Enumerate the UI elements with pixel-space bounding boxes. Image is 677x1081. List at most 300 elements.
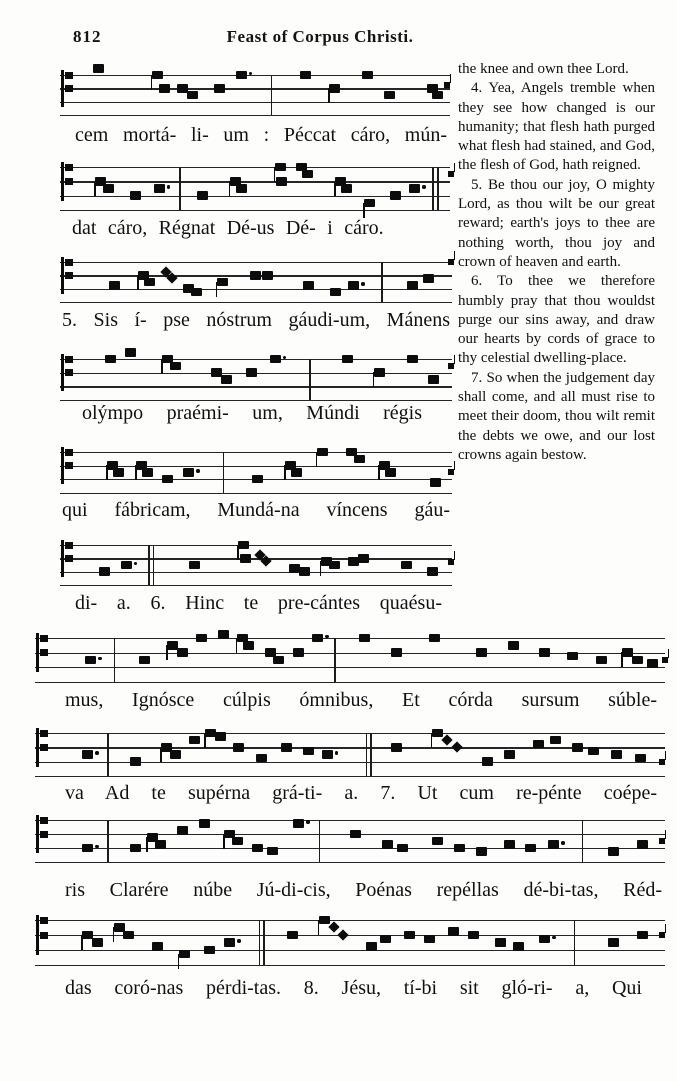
square-note — [103, 184, 114, 193]
note-stem — [151, 75, 153, 90]
diamond-note — [442, 734, 453, 745]
c-clef-icon — [65, 369, 73, 376]
square-note — [139, 656, 150, 665]
square-note — [179, 950, 190, 959]
square-note — [476, 847, 487, 856]
square-note — [358, 554, 369, 563]
square-note — [374, 368, 385, 377]
music-staff — [60, 531, 452, 599]
square-note — [482, 757, 493, 766]
square-note — [539, 935, 550, 944]
square-note — [162, 475, 173, 484]
translation-paragraph: 7. So when the judgement day shall come, and all must rise to meet their doom, thou wilt remit the debts we owe, and our lost crowns again bestow. — [458, 369, 655, 463]
square-note — [177, 826, 188, 835]
c-clef-icon — [40, 831, 48, 838]
double-bar-line — [263, 920, 265, 965]
diamond-note — [451, 741, 462, 752]
bar-line — [179, 167, 181, 210]
staff-line — [60, 400, 452, 401]
c-clef-icon — [61, 447, 64, 484]
square-note — [342, 355, 353, 364]
square-note — [428, 375, 439, 384]
translation-paragraph: 4. Yea, Angels tremble when they see how changed is our humanity; that flesh hath purged what flesh had stained, and God, the flesh of God, hath reigned. — [458, 80, 655, 174]
square-note — [608, 938, 619, 947]
square-note — [85, 656, 96, 665]
square-note — [380, 935, 391, 944]
chant-lyric-line: ris Clarére núbe Jú-di-cis, Poénas repéllas dé-bi-tas, Réd- — [65, 879, 662, 901]
square-note — [142, 468, 153, 477]
square-note — [273, 656, 284, 665]
square-note — [432, 91, 443, 100]
square-note — [218, 630, 229, 639]
square-note — [232, 837, 243, 846]
c-clef-icon — [65, 555, 73, 562]
staff-line — [35, 776, 665, 777]
c-clef-icon — [61, 257, 64, 294]
translation-column — [458, 60, 655, 465]
square-note — [238, 541, 249, 550]
staff-line — [35, 920, 665, 921]
square-note — [233, 743, 244, 752]
square-note — [424, 935, 435, 944]
note-stem — [161, 359, 163, 374]
square-note — [152, 942, 163, 951]
chant-lyric-line: cem mortá- li- um : Péccat cáro, mún- — [75, 124, 447, 146]
bar-line — [582, 820, 584, 862]
double-bar-line — [153, 545, 155, 585]
square-note — [196, 634, 207, 643]
staff-line — [60, 452, 452, 453]
staff-line — [60, 545, 452, 546]
note-stem — [81, 935, 83, 950]
staff-line — [60, 167, 450, 168]
square-note — [105, 355, 116, 364]
square-note — [539, 648, 550, 657]
square-note — [317, 448, 328, 457]
c-clef-icon — [36, 915, 39, 955]
square-note — [130, 844, 141, 853]
dot — [325, 635, 329, 639]
square-note — [275, 163, 286, 172]
chant-lyric-line: mus, Ignósce cúlpis ómnibus, Et córda sursum súble- — [65, 689, 657, 711]
staff-line — [35, 733, 665, 734]
square-note — [199, 819, 210, 828]
square-note — [217, 278, 228, 287]
square-note — [92, 938, 103, 947]
square-note — [432, 837, 443, 846]
bar-line — [107, 820, 109, 862]
square-note — [391, 648, 402, 657]
diamond-note — [338, 929, 349, 940]
square-note — [329, 84, 340, 93]
custos — [450, 74, 451, 83]
c-clef-icon — [61, 354, 64, 391]
staff-line — [60, 181, 450, 182]
music-staff — [60, 61, 450, 129]
dot — [237, 939, 241, 943]
staff-line — [60, 493, 452, 494]
square-note — [427, 567, 438, 576]
square-note — [322, 750, 333, 759]
staff-line — [60, 572, 452, 573]
square-note — [364, 199, 375, 208]
bar-line — [334, 638, 336, 682]
dot — [98, 657, 102, 661]
square-note — [588, 747, 599, 756]
music-staff — [35, 906, 665, 979]
square-note — [632, 656, 643, 665]
square-note — [504, 750, 515, 759]
staff-line — [60, 102, 450, 103]
note-stem — [328, 88, 330, 103]
square-note — [236, 184, 247, 193]
square-note — [170, 362, 181, 371]
square-note — [144, 278, 155, 287]
double-bar-line — [148, 545, 150, 585]
square-note — [177, 648, 188, 657]
note-stem — [204, 733, 206, 748]
dot — [134, 562, 138, 566]
square-note — [159, 84, 170, 93]
note-stem — [284, 465, 286, 480]
c-clef-icon — [40, 817, 48, 824]
square-note — [637, 840, 648, 849]
dot — [167, 185, 171, 189]
bar-line — [271, 75, 273, 115]
note-stem — [378, 465, 380, 480]
square-note — [214, 84, 225, 93]
square-note — [191, 288, 202, 297]
c-clef-icon — [65, 272, 73, 279]
dot — [95, 845, 99, 849]
square-note — [504, 840, 515, 849]
square-note — [82, 844, 93, 853]
square-note — [350, 830, 361, 839]
staff-line — [60, 558, 452, 559]
square-note — [476, 648, 487, 657]
note-stem — [237, 545, 239, 560]
square-note — [121, 561, 132, 570]
note-stem — [373, 372, 375, 387]
chant-lyric-line: olýmpo praémi- um, Múndi régis — [82, 402, 422, 424]
bar-line — [381, 262, 383, 302]
square-note — [348, 281, 359, 290]
square-note — [533, 740, 544, 749]
square-note — [125, 348, 136, 357]
square-note — [329, 561, 340, 570]
note-stem — [229, 181, 231, 196]
diamond-note — [328, 922, 339, 933]
double-bar-line — [432, 167, 434, 210]
square-note — [197, 191, 208, 200]
chant-lyric-line: va Ad te supérna grá-ti- a. 7. Ut cum re-pénte coépe- — [65, 782, 657, 804]
square-note — [391, 743, 402, 752]
custos — [665, 924, 666, 933]
square-note — [187, 91, 198, 100]
square-note — [432, 729, 443, 738]
square-note — [267, 847, 278, 856]
dot — [361, 282, 365, 286]
square-note — [123, 931, 134, 940]
square-note — [572, 743, 583, 752]
square-note — [382, 840, 393, 849]
square-note — [637, 931, 648, 940]
square-note — [250, 271, 261, 280]
square-note — [299, 567, 310, 576]
square-note — [303, 747, 314, 756]
note-stem — [223, 834, 225, 849]
square-note — [647, 659, 658, 668]
dot — [335, 751, 339, 755]
staff-line — [35, 862, 665, 863]
custos — [454, 461, 455, 470]
square-note — [113, 468, 124, 477]
square-note — [468, 931, 479, 940]
translation-paragraph: 5. Be thou our joy, O mighty Lord, as thou wilt be our great reward; earth's joys to thee are nothing worth, thou joy and crown of heaven and earth. — [458, 176, 655, 270]
music-staff — [35, 806, 665, 876]
staff-line — [60, 88, 450, 89]
square-note — [362, 71, 373, 80]
square-note — [608, 847, 619, 856]
square-note — [596, 656, 607, 665]
note-stem — [236, 638, 238, 653]
square-note — [312, 634, 323, 643]
square-note — [252, 844, 263, 853]
square-note — [99, 567, 110, 576]
bar-line — [223, 452, 225, 493]
music-staff — [35, 624, 665, 696]
c-clef-icon — [36, 815, 39, 853]
c-clef-icon — [65, 72, 73, 79]
square-note — [93, 64, 104, 73]
square-note — [221, 375, 232, 384]
square-note — [385, 468, 396, 477]
note-stem — [274, 167, 276, 182]
note-stem — [178, 954, 180, 969]
note-stem — [135, 465, 137, 480]
staff-line — [35, 667, 665, 668]
translation-paragraph: 6. To thee we therefore humbly pray that thou wouldst purge our sins away, and draw our hearts by cords of grace to thy celestial dwelling-place. — [458, 273, 655, 367]
staff-line — [60, 75, 450, 76]
square-note — [366, 942, 377, 951]
note-stem — [137, 275, 139, 290]
staff-line — [60, 585, 452, 586]
square-note — [508, 641, 519, 650]
square-note — [430, 478, 441, 487]
music-staff — [60, 438, 452, 507]
square-note — [423, 274, 434, 283]
chant-lyric-line: dat cáro, Régnat Dé-us Dé- i cáro. — [72, 217, 384, 239]
c-clef-icon — [61, 162, 64, 201]
note-stem — [334, 181, 336, 196]
bar-line — [574, 920, 576, 965]
c-clef-icon — [65, 164, 73, 171]
double-bar-line — [259, 920, 261, 965]
square-note — [154, 184, 165, 193]
c-clef-icon — [36, 728, 39, 767]
square-note — [155, 840, 166, 849]
square-note — [252, 475, 263, 484]
note-stem — [318, 920, 320, 935]
square-note — [303, 281, 314, 290]
square-note — [397, 844, 408, 853]
c-clef-icon — [40, 730, 48, 737]
staff-line — [60, 359, 452, 360]
c-clef-icon — [65, 178, 73, 185]
square-note — [236, 71, 247, 80]
dot — [196, 469, 200, 473]
square-note — [341, 184, 352, 193]
square-note — [189, 561, 200, 570]
square-note — [293, 648, 304, 657]
note-stem — [316, 452, 318, 467]
translation-paragraph: the knee and own thee Lord. — [458, 61, 629, 77]
bar-line — [319, 820, 321, 862]
square-note — [567, 652, 578, 661]
square-note — [611, 750, 622, 759]
square-note — [359, 634, 370, 643]
double-bar-line — [437, 167, 439, 210]
square-note — [270, 355, 281, 364]
square-note — [319, 916, 330, 925]
staff-line — [60, 210, 450, 211]
square-note — [513, 942, 524, 951]
c-clef-icon — [40, 744, 48, 751]
square-note — [170, 750, 181, 759]
square-note — [240, 554, 251, 563]
c-clef-icon — [65, 259, 73, 266]
square-note — [130, 191, 141, 200]
c-clef-icon — [40, 917, 48, 924]
c-clef-icon — [65, 449, 73, 456]
square-note — [281, 743, 292, 752]
square-note — [189, 736, 200, 745]
square-note — [407, 355, 418, 364]
square-note — [548, 840, 559, 849]
square-note — [276, 177, 287, 186]
square-note — [409, 184, 420, 193]
staff-line — [60, 466, 452, 467]
staff-line — [35, 638, 665, 639]
custos — [668, 649, 669, 658]
c-clef-icon — [36, 633, 39, 672]
square-note — [215, 732, 226, 741]
square-note — [256, 754, 267, 763]
square-note — [152, 71, 163, 80]
square-note — [525, 844, 536, 853]
square-note — [204, 946, 215, 955]
staff-line — [60, 115, 450, 116]
note-stem — [216, 282, 218, 297]
staff-line — [35, 965, 665, 966]
c-clef-icon — [40, 635, 48, 642]
note-stem — [94, 181, 96, 196]
double-bar-line — [370, 733, 372, 776]
staff-line — [35, 747, 665, 748]
note-stem — [320, 561, 322, 576]
square-note — [300, 71, 311, 80]
music-staff — [60, 153, 450, 224]
note-stem — [621, 652, 623, 667]
note-stem — [160, 747, 162, 762]
c-clef-icon — [65, 85, 73, 92]
custos — [454, 551, 455, 560]
custos — [454, 251, 455, 260]
square-note — [330, 288, 341, 297]
chant-lyric-line: das coró-nas pérdi-tas. 8. Jésu, tí-bi sit gló-ri- a, Qui — [65, 977, 642, 999]
c-clef-icon — [61, 540, 64, 577]
square-note — [390, 191, 401, 200]
staff-line — [35, 820, 665, 821]
music-staff — [35, 719, 665, 790]
square-note — [183, 468, 194, 477]
square-note — [635, 754, 646, 763]
square-note — [454, 844, 465, 853]
staff-line — [60, 262, 452, 263]
c-clef-icon — [61, 70, 64, 107]
note-stem — [363, 203, 365, 218]
square-note — [407, 281, 418, 290]
double-bar-line — [366, 733, 368, 776]
dot — [306, 820, 310, 824]
chant-lyric-line: qui fábricam, Mundá-na víncens gáu- — [62, 499, 450, 521]
square-note — [302, 170, 313, 179]
staff-line — [35, 682, 665, 683]
bar-line — [309, 359, 311, 400]
c-clef-icon — [65, 462, 73, 469]
c-clef-icon — [40, 649, 48, 656]
music-staff — [60, 248, 452, 316]
bar-line — [107, 733, 109, 776]
square-note — [287, 931, 298, 940]
square-note — [354, 455, 365, 464]
page-number: 812 — [73, 27, 102, 46]
chant-lyric-line: di- a. 6. Hinc te pre-cántes quaésu- — [75, 592, 442, 614]
square-note — [246, 368, 257, 377]
square-note — [448, 927, 459, 936]
note-stem — [113, 927, 115, 942]
custos — [454, 163, 455, 172]
dot — [552, 936, 556, 940]
note-stem — [146, 837, 148, 852]
page-title: Feast of Corpus Christi. — [226, 27, 414, 46]
c-clef-icon — [65, 356, 73, 363]
note-stem — [106, 465, 108, 480]
square-note — [495, 938, 506, 947]
dot — [561, 841, 565, 845]
dot — [422, 185, 426, 189]
bar-line — [114, 638, 116, 682]
square-note — [293, 819, 304, 828]
c-clef-icon — [40, 932, 48, 939]
c-clef-icon — [65, 542, 73, 549]
note-stem — [431, 733, 433, 748]
square-note — [384, 91, 395, 100]
square-note — [82, 750, 93, 759]
square-note — [401, 561, 412, 570]
square-note — [109, 281, 120, 290]
square-note — [130, 757, 141, 766]
dot — [95, 751, 99, 755]
custos — [665, 830, 666, 839]
chant-lyric-line: 5. Sis í- pse nóstrum gáudi-um, Mánens — [62, 309, 450, 331]
staff-line — [35, 950, 665, 951]
note-stem — [166, 645, 168, 660]
custos — [665, 751, 666, 760]
square-note — [262, 271, 273, 280]
square-note — [224, 938, 235, 947]
staff-line — [60, 302, 452, 303]
